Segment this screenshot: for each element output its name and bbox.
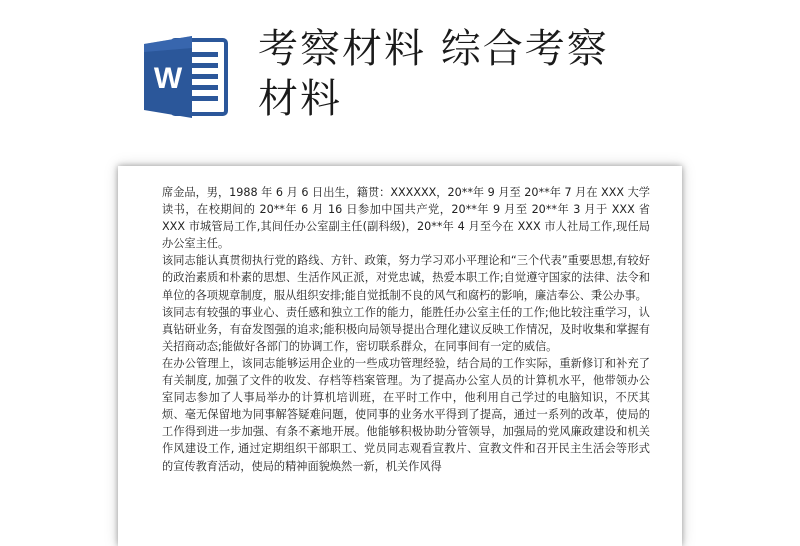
paragraph-1: 席金品，男，1988 年 6 月 6 日出生，籍贯：XXXXXX，20**年 9 月至 20**年 7 月在 XXX 大学读书，在校期间的 20**年 6 月 16 日参加中国共产党，20**年 9 月至 20**年 3 月于 XXX 省 XXX 市城管局工作,其间任办公室副主任(副科级)，20**年 4 月至今在 XXX 市人社局工作,现任局办公室主任。	[162, 186, 650, 251]
header	[0, 0, 800, 150]
word-icon-letter: W	[153, 62, 183, 95]
document-preview-area	[0, 150, 800, 526]
paragraph-3: 该同志有较强的事业心、责任感和独立工作的能力，能胜任办公室主任的工作;他比较注重学习，认真钻研业务，有奋发图强的追求;能积极向局领导提出合理化建议反映工作情况，及时收集和掌握有关招商动态;能做好各部门的协调工作，密切联系群众，在同事间有一定的威信。	[162, 305, 650, 353]
page-title-line2: 材料	[258, 76, 342, 122]
paragraph-2: 该同志能认真贯彻执行党的路线、方针、政策，努力学习邓小平理论和“三个代表”重要思想,有较好的政治素质和朴素的思想、生活作风正派，对党忠诚，热爱本职工作;自觉遵守国家的法律、法令和单位的各项规章制度，服从组织安排;能自觉抵制不良的风气和腐朽的影响，廉洁奉公、秉公办事。	[162, 254, 650, 302]
document-page	[118, 166, 682, 546]
page-title	[258, 24, 678, 124]
word-document-icon	[142, 34, 230, 120]
page-title-line1: 考察材料 综合考察	[258, 26, 609, 72]
document-body	[162, 184, 650, 475]
paragraph-4: 在办公管理上，该同志能够运用企业的一些成功管理经验，结合局的工作实际，重新修订和补充了有关制度, 加强了文件的收发、存档等档案管理。为了提高办公室人员的计算机水平，他带领办公室同志参加了人事局举办的计算机培训班，在平时工作中，他利用自己学过的电脑知识，不厌其烦、毫无保留地为同事解答疑难问题，使同事的业务水平得到了提高，通过一系列的改革，使局的工作得到进一步加强、有条不紊地开展。他能够积极协助分管领导，加强局的党风廉政建设和机关作风建设工作, 通过定期组织干部职工、党员同志观看宣教片、宣教文件和召开民主生活会等形式的宣传教育活动，使局的精神面貌焕然一新，机关作风得	[162, 356, 650, 473]
